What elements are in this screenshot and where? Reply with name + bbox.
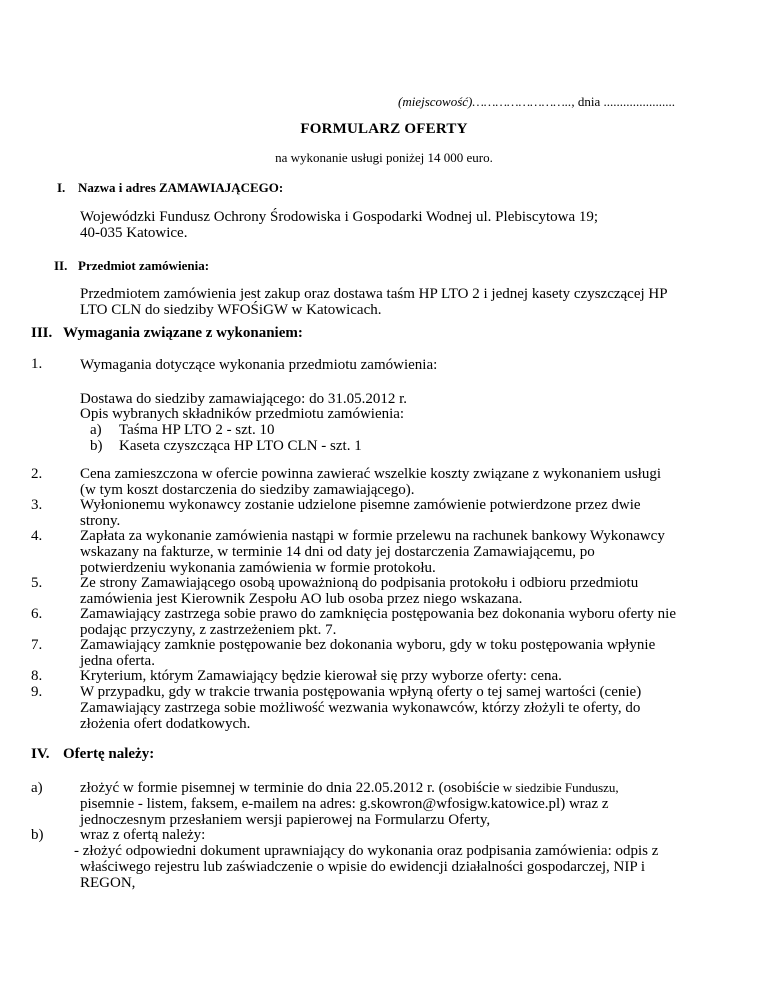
section-4-a-line-1-small: w siedzibie Funduszu, xyxy=(499,780,619,795)
component-a-text: Taśma HP LTO 2 - szt. 10 xyxy=(119,422,275,438)
section-4-a-line-3: jednoczesnym przesłaniem wersji papierowej na Formularzu Oferty, xyxy=(80,812,491,828)
section-4-a-letter: a) xyxy=(31,780,43,796)
item-8-line-1: Kryterium, którym Zamawiający będzie kierował się przy wyborze oferty: cena. xyxy=(80,668,562,684)
section-3-number: III. xyxy=(31,325,53,341)
item-6-number: 6. xyxy=(31,606,43,622)
item-1-text: Wymagania dotyczące wykonania przedmiotu zamówienia: xyxy=(80,357,438,373)
item-5-line-1: Ze strony Zamawiającego osobą upoważnioną do podpisania protokołu i odbioru przedmiotu xyxy=(80,575,639,591)
item-5-line-2: zamówienia jest Kierownik Zespołu AO lub osoba przez niego wskazana. xyxy=(80,591,523,607)
section-1-line-2: 40-035 Katowice. xyxy=(80,225,188,241)
document-subtitle: na wykonanie usługi poniżej 14 000 euro. xyxy=(275,150,493,165)
section-4-a-line-1-main: złożyć w formie pisemnej w terminie do dnia 22.05.2012 r. (osobiście xyxy=(80,780,500,796)
item-4-line-1: Zapłata za wykonanie zamówienia nastąpi w formie przelewu na rachunek bankowy Wykonawcy xyxy=(80,528,665,544)
item-1-number: 1. xyxy=(31,356,43,372)
item-9-line-3: złożenia ofert dodatkowych. xyxy=(80,716,251,732)
components-intro: Opis wybranych składników przedmiotu zamówienia: xyxy=(80,406,405,422)
item-3-line-1: Wyłonionemu wykonawcy zostanie udzielone pisemne zamówienie potwierdzone przez dwie xyxy=(80,497,641,513)
section-4-a-line-1 xyxy=(80,780,619,796)
section-4-b-line: wraz z ofertą należy: xyxy=(80,827,206,843)
item-2-line-1: Cena zamieszczona w ofercie powinna zawierać wszelkie koszty związane z wykonaniem usługi xyxy=(80,466,661,482)
place-date-line xyxy=(398,94,675,110)
section-4-b-letter: b) xyxy=(31,827,44,843)
section-1-number: I. xyxy=(57,180,66,195)
section-2-line-2: LTO CLN do siedziby WFOŚiGW w Katowicach. xyxy=(80,302,382,318)
section-4-title: Ofertę należy: xyxy=(63,746,155,762)
item-7-number: 7. xyxy=(31,637,43,653)
component-a-letter: a) xyxy=(90,422,102,438)
item-5-number: 5. xyxy=(31,575,43,591)
item-6-line-1: Zamawiający zastrzega sobie prawo do zamknięcia postępowania bez dokonania wyboru oferty nie xyxy=(80,606,677,622)
item-9-line-2: Zamawiający zastrzega sobie możliwość wezwania wykonawców, którzy złożyli te oferty, do xyxy=(80,700,641,716)
item-7-line-1: Zamawiający zamknie postępowanie bez dokonania wyboru, gdy w toku postępowania wpłynie xyxy=(80,637,656,653)
item-7-line-2: jedna oferta. xyxy=(80,653,155,669)
document-title: FORMULARZ OFERTY xyxy=(300,121,468,137)
item-4-line-2: wskazany na fakturze, w terminie 14 dni od daty jej dostarczenia Zamawiającemu, po xyxy=(80,544,595,560)
section-1-title: Nazwa i adres ZAMAWIAJĄCEGO: xyxy=(78,180,284,195)
item-3-line-2: strony. xyxy=(80,513,121,529)
section-3-title: Wymagania związane z wykonaniem: xyxy=(63,325,303,341)
component-b-letter: b) xyxy=(90,438,103,454)
item-4-line-3: potwierdzeniu wykonania zamówienia w formie protokołu. xyxy=(80,560,436,576)
section-4-b-sub-line-1: - złożyć odpowiedni dokument uprawniający do wykonania oraz podpisania zamówienia: odpis z xyxy=(74,843,659,859)
item-4-number: 4. xyxy=(31,528,43,544)
item-9-number: 9. xyxy=(31,684,43,700)
item-3-number: 3. xyxy=(31,497,43,513)
item-2-line-2: (w tym koszt dostarczenia do siedziby zamawiającego). xyxy=(80,482,415,498)
item-9-line-1: W przypadku, gdy w trakcie trwania postępowania wpłyną oferty o tej samej wartości (cenie) xyxy=(80,684,642,700)
date-label: , dnia ...................... xyxy=(571,94,675,109)
item-6-line-2: podając przyczyny, z zastrzeżeniem pkt. 7. xyxy=(80,622,337,638)
place-dots: …………………….. xyxy=(472,94,572,109)
section-4-b-sub-line-2: właściwego rejestru lub zaświadczenie o wpisie do ewidencji działalności gospodarczej, NIP i xyxy=(80,859,646,875)
section-1-line-1: Wojewódzki Fundusz Ochrony Środowiska i Gospodarki Wodnej ul. Plebiscytowa 19; xyxy=(80,209,599,225)
delivery-line: Dostawa do siedziby zamawiającego: do 31.05.2012 r. xyxy=(80,391,407,407)
place-label: (miejscowość) xyxy=(398,94,473,109)
section-4-a-line-2: pisemnie - listem, faksem, e-mailem na adres: g.skowron@wfosigw.katowice.pl) wraz z xyxy=(80,796,609,812)
section-4-b-sub-line-3: REGON, xyxy=(80,875,136,891)
item-2-number: 2. xyxy=(31,466,43,482)
section-2-number: II. xyxy=(54,258,68,273)
component-b-text: Kaseta czyszcząca HP LTO CLN - szt. 1 xyxy=(119,438,362,454)
section-2-title: Przedmiot zamówienia: xyxy=(78,258,210,273)
section-2-line-1: Przedmiotem zamówienia jest zakup oraz dostawa taśm HP LTO 2 i jednej kasety czyszczącej HP xyxy=(80,286,668,302)
section-4-number: IV. xyxy=(31,746,50,762)
item-8-number: 8. xyxy=(31,668,43,684)
